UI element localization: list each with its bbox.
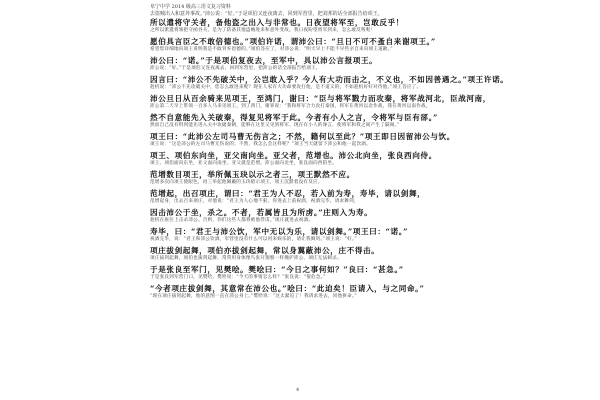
page-content: [150, 4, 509, 303]
translation-line: 范增多次向项王使眼色，再三举起他佩戴的玉玦暗示项王，项王沉默着没有反应。: [150, 180, 323, 185]
header-intro: 去盗贼出入和意外事故。”沛公说：“好。”于是项伯又连夜离去，回到军营里，把刘邦的话全部报告给项王。: [150, 11, 383, 17]
translation-line: 沛公说：“好。”于是项伯又连夜离去，回到军营里，把沛公的话全部报告给项王。: [150, 66, 321, 71]
original-text-line: 因言曰：“沛公不先破关中，公岂敢入乎？今人有大功而击之，不义也，不如因善遇之。”项王许诺。: [150, 75, 509, 84]
translation-line: 于是张良到军营门口，见樊哙。樊哙说：“今天的事情怎么样？”张良说：“很危急。”: [150, 275, 326, 280]
original-text-line: 范增数目项王，举所佩玉玦以示之者三，项王默然不应。: [150, 170, 355, 179]
original-text-line: 然不自意能先入关破秦，得复见将军于此。今者有小人之言，令将军与臣有郤。”: [150, 113, 438, 122]
page-number: 4: [296, 387, 300, 393]
passage-block: [150, 56, 450, 72]
passage: [150, 18, 509, 300]
translation-line: 项王说：“这是沛公的左司马曹无伤说的；不然，我怎么会这样呢？”项王当天就留下沛公和他一起饮酒。: [150, 142, 371, 147]
original-text-line: 范增起，出召项庄，谓曰：“君王为人不忍，若入前为寿，寿毕，请以剑舞，: [150, 189, 426, 198]
translation-line: 项王、项伯面向东坐，亚父面向南坐。亚父就是范增。沛公面向北坐，张良面向西陪坐。: [150, 161, 337, 166]
translation-line: 祝酒完毕，说：“君王和沛公饮酒，军营里没有什么可以用来娱乐的，请让我舞剑。”项王说：“好。”: [150, 237, 357, 242]
passage-block: [150, 265, 450, 281]
original-text-line: 沛公旦日从百余骑来见项王，至鸿门，谢曰：“臣与将军戮力而攻秦，将军战河北，臣战河南，: [150, 94, 491, 103]
original-text-line: 愿伯具言臣之不敢倍德也。”项伯许诺，谓沛公曰：“旦日不可不蚤自来谢项王。”: [150, 37, 436, 46]
translation-line: “现在项庄拔剑起舞，他的意图一直在沛公身上。”樊哙说：“这太紧迫了！我请求进去，同他拼命。”: [150, 294, 357, 299]
original-text-line: 沛公曰：“诺。”于是项伯复夜去，至军中，具以沛公言报项王。: [150, 56, 378, 65]
passage-block: [150, 18, 450, 34]
translation-line: 然而自己没有料到能先进入关中攻破秦朝，能够在这里又见到将军。现在有小人的谗言，使将军和我之间产生了隔阂。”: [150, 123, 400, 128]
passage-block: [150, 132, 455, 148]
passage-block: [150, 94, 491, 110]
passage-block: [150, 227, 450, 243]
passage-block: [150, 37, 450, 53]
original-text-line: 项王、项伯东向坐，亚父南向坐。亚父者，范增也。沛公北向坐，张良西向侍。: [150, 151, 437, 160]
passage-block: [150, 284, 450, 300]
original-text-line: 项庄拔剑起舞，项伯亦拔剑起舞，常以身翼蔽沛公，庄不得击。: [150, 246, 380, 255]
passage-block: [150, 113, 450, 129]
passage-block: [150, 208, 450, 224]
original-text-line: 因击沛公于坐，杀之。不者，若属皆且为所虏。”庄则入为寿。: [150, 208, 373, 217]
original-text-line: 于是张良至军门，见樊哙。樊哙曰：“今日之事何如？”良曰：“甚急。”: [150, 265, 404, 274]
translation-line: 希望您详细地向项王说明我是不敢背弃恩德的。”项伯答应了，对沛公说：“明天早上不能不早些亲自来向项王道歉。”: [150, 47, 393, 52]
translation-line: 沛公第二天早上带领一百多人马来见项王，到了鸿门，谢罪说：“我和将军合力攻打秦国，将军在黄河以北作战，我在黄河以南作战，: [150, 104, 431, 109]
translation-line: 趁机在座位上击杀沛公。否则，你们这些人都将被他俘虏。”项庄就进去祝酒。: [150, 218, 314, 223]
passage-block: [150, 151, 450, 167]
translation-line: 之所以派遣将领把守函谷关，是为了防备其他盗贼进来和意外变故。我日夜盼望将军到来，怎么敢反叛呢！: [150, 28, 376, 33]
passage-block: [150, 189, 450, 205]
original-text-line: 项王曰：“此沛公左司马曹无伤言之；不然，籍何以至此？”项王即日因留沛公与饮。: [150, 132, 455, 141]
passage-block: [150, 75, 509, 91]
original-text-line: “今者项庄拔剑舞，其意常在沛公也。”哙曰：“此迫矣！臣请入，与之同命。”: [150, 284, 425, 293]
passage-block: [150, 170, 450, 186]
translation-line: 项庄拔剑起舞，项伯也拔剑起舞，常常用身体像鸟张开翅膀一样掩护沛公，项庄无法刺杀。: [150, 256, 342, 261]
original-text-line: 寿毕，曰：“君王与沛公饮，军中无以为乐，请以剑舞。”项王曰：“诺。”: [150, 227, 409, 236]
header-school-line: 阜宁中学 2014 级高三语文复习资料: [150, 4, 231, 10]
passage-block: [150, 246, 450, 262]
original-text-line: 所以遣将守关者，备他盗之出入与非常也。日夜望将军至，岂敢反乎！: [150, 18, 405, 27]
translation-line: 趁机说：“沛公不先攻破关中，您怎么敢进来呢？现在人家有大功却要攻打他，是不道义的，不如趁机好好对待他。”项王答应了。: [150, 85, 422, 90]
translation-line: 范增起身，出去召来项庄，对他说：“君王为人心地不狠，你进去上前祝酒，祝酒完毕，请求舞剑，: [150, 199, 359, 204]
